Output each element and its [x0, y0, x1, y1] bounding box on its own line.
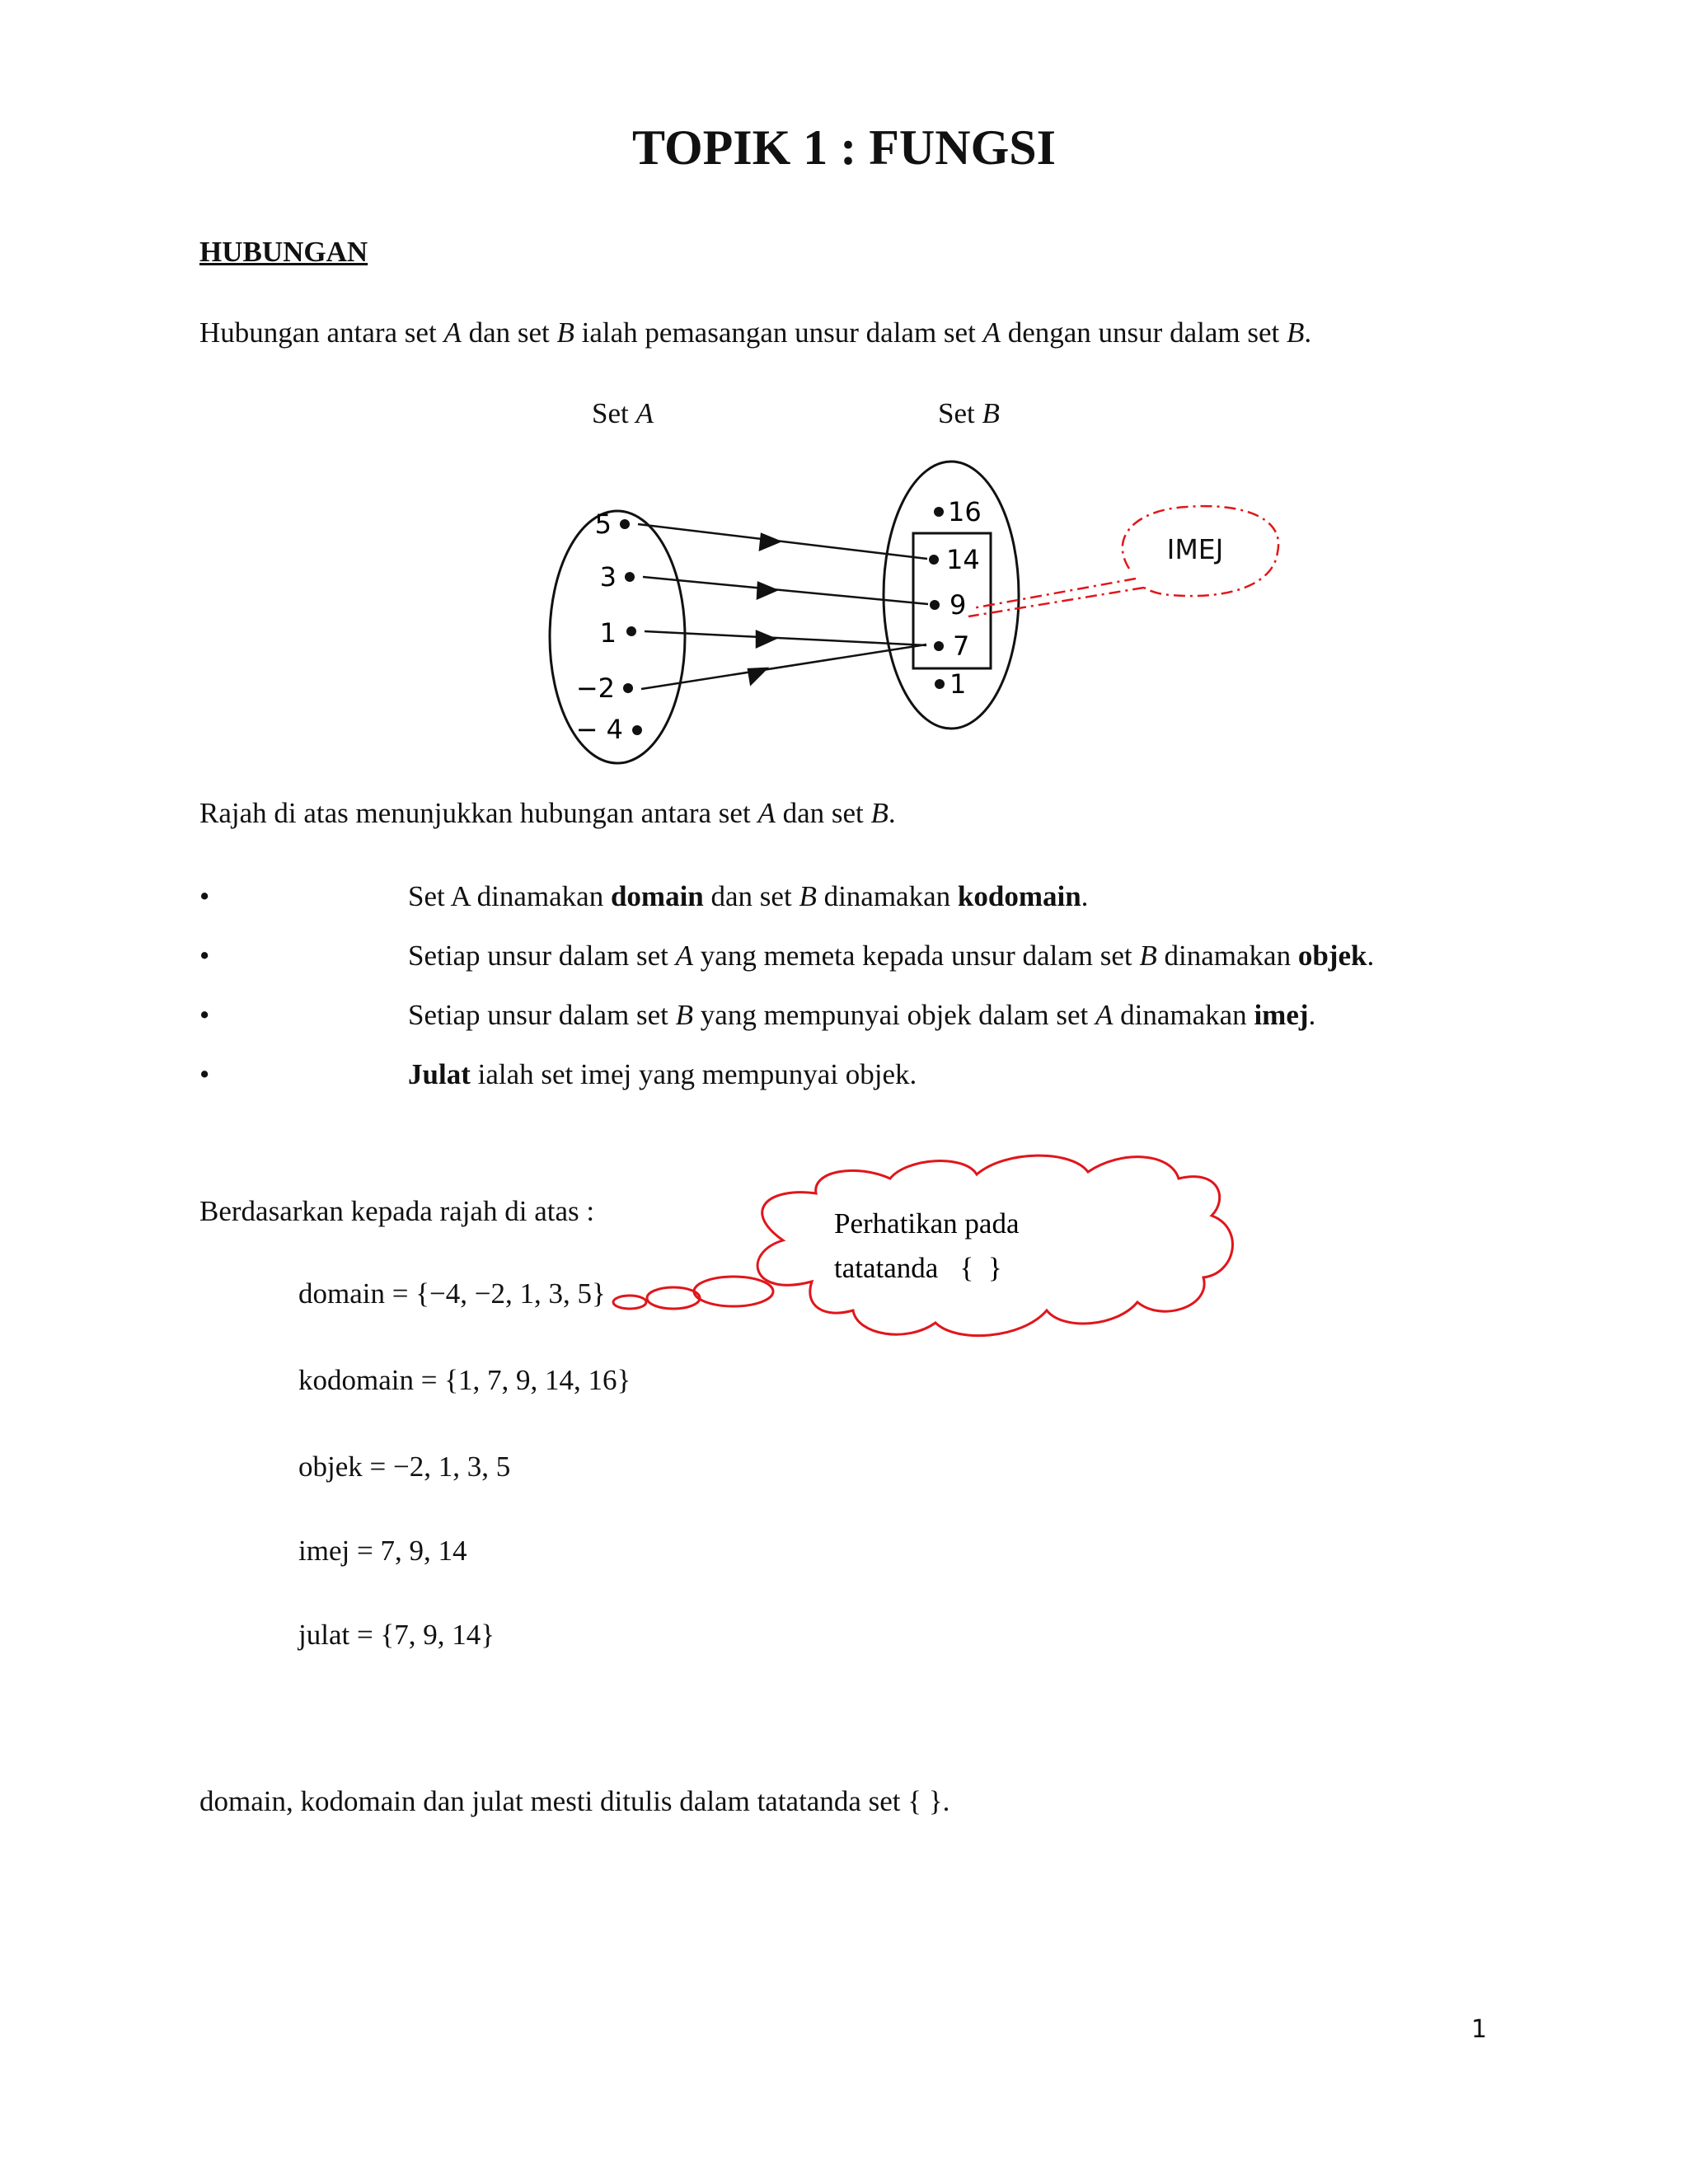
cloud-note-bubble: [757, 1155, 1232, 1336]
definition-julat: julat = {7, 9, 14}: [298, 1619, 495, 1651]
caption-text: Rajah di atas menunjukkan hubungan antara set: [199, 797, 758, 829]
definition-imej: imej = 7, 9, 14: [298, 1535, 467, 1567]
definition-domain: domain = {−4, −2, 1, 3, 5}: [298, 1277, 606, 1310]
bullet-text: Set A dinamakan: [408, 880, 611, 912]
set-a-point: [625, 572, 635, 582]
intro-text: Hubungan antara set: [199, 316, 444, 349]
bullet-text: yang memeta kepada unsur dalam set: [693, 940, 1140, 972]
cloud-note-line: tatatanda { }: [834, 1252, 1002, 1284]
bullet-term: imej: [1254, 999, 1309, 1031]
intro-var: A: [443, 316, 462, 349]
intro-text: .: [1304, 316, 1312, 349]
bullet-var: B: [1139, 940, 1157, 972]
intro-var: A: [982, 316, 1001, 349]
bullet-icon: •: [199, 940, 210, 972]
caption-var: B: [870, 797, 889, 829]
cloud-tail-bubble: [613, 1296, 646, 1309]
set-b-element: 7: [953, 630, 970, 662]
bullet-text: yang mempunyai objek dalam set: [693, 999, 1095, 1031]
bullet-var: A: [675, 940, 694, 972]
bullet-term: Julat: [408, 1058, 471, 1090]
caption-text: .: [888, 797, 896, 829]
bullet-text: .: [1367, 940, 1375, 972]
set-b-element: 16: [948, 496, 982, 527]
diagram-caption: [199, 797, 896, 830]
bullet-term: kodomain: [957, 880, 1081, 912]
page-title: TOPIK 1 : FUNGSI: [632, 120, 1056, 175]
set-b-point: [934, 641, 944, 651]
mapping-arrow-line: [638, 524, 927, 559]
set-a-element: −2: [575, 673, 615, 704]
bullet-text: .: [1308, 999, 1316, 1031]
page-number: 1: [1471, 2015, 1488, 2044]
cloud-tail-bubble: [694, 1277, 773, 1306]
set-a-element: 3: [599, 561, 617, 593]
imej-callout-label: IMEJ: [1166, 533, 1224, 565]
section-heading: HUBUNGAN: [199, 236, 368, 268]
bullet-term: objek: [1297, 940, 1367, 972]
set-b-point: [935, 679, 945, 689]
bullet-var: A: [1095, 999, 1114, 1031]
intro-var: B: [556, 316, 574, 349]
mapping-arrow-line: [645, 631, 926, 645]
footer-note: domain, kodomain dan julat mesti ditulis dalam tatatanda set { }.: [199, 1785, 950, 1817]
set-b-element: 9: [950, 589, 967, 621]
set-b-label-var: B: [982, 397, 1000, 429]
intro-text: dan set: [461, 316, 557, 349]
set-b-label-text: Set: [938, 397, 982, 429]
set-b-element: 1: [950, 668, 967, 700]
mapping-arrow-line: [643, 577, 928, 604]
bullet-text: Setiap unsur dalam set: [408, 940, 676, 972]
arrowhead-icon: [757, 583, 776, 598]
set-a-label-text: Set: [592, 397, 636, 429]
caption-var: A: [757, 797, 776, 829]
intro-text: ialah pemasangan unsur dalam set: [574, 316, 983, 349]
set-a-point: [623, 683, 633, 693]
bullet-text: dinamakan: [816, 880, 958, 912]
bullet-text: ialah set imej yang mempunyai objek.: [470, 1058, 917, 1090]
bullet-text: dinamakan: [1113, 999, 1254, 1031]
bullet-icon: •: [199, 999, 210, 1031]
bullet-text: dan set: [703, 880, 799, 912]
set-a-point: [626, 626, 636, 636]
bullet-var: B: [675, 999, 694, 1031]
set-b-point: [930, 600, 940, 610]
bullet-text: .: [1081, 880, 1089, 912]
set-b-point: [929, 555, 939, 565]
intro-var: B: [1286, 316, 1305, 349]
bullet-item: [408, 880, 1088, 913]
arrowhead-icon: [748, 668, 767, 684]
bullet-icon: •: [199, 880, 210, 912]
definition-objek: objek = −2, 1, 3, 5: [298, 1451, 511, 1483]
arrowhead-icon: [760, 534, 780, 550]
bullet-var: B: [799, 880, 817, 912]
intro-text: dengan unsur dalam set: [1000, 316, 1287, 349]
cloud-note-line: Perhatikan pada: [834, 1207, 1020, 1240]
based-on-text: Berdasarkan kepada rajah di atas :: [199, 1195, 595, 1227]
bullet-text: Setiap unsur dalam set: [408, 999, 676, 1031]
imej-callout-pointer: [968, 588, 1144, 616]
bullet-text: dinamakan: [1156, 940, 1298, 972]
set-a-point: [620, 519, 630, 529]
set-a-element: 5: [594, 509, 612, 540]
set-a-point: [632, 725, 642, 735]
cloud-tail-bubble: [647, 1287, 700, 1309]
bullet-item: [408, 999, 1315, 1032]
set-a-element: 1: [599, 617, 617, 649]
caption-text: dan set: [775, 797, 871, 829]
bullet-term: domain: [610, 880, 704, 912]
arrowhead-icon: [757, 631, 775, 647]
set-a-label-var: A: [635, 397, 654, 429]
set-b-point: [934, 507, 944, 517]
set-b-element: 14: [946, 544, 980, 575]
bullet-item: [408, 940, 1374, 972]
definition-kodomain: kodomain = {1, 7, 9, 14, 16}: [298, 1364, 631, 1396]
bullet-item: [408, 1058, 917, 1091]
set-a-element: − 4: [575, 714, 623, 745]
bullet-icon: •: [199, 1058, 210, 1090]
